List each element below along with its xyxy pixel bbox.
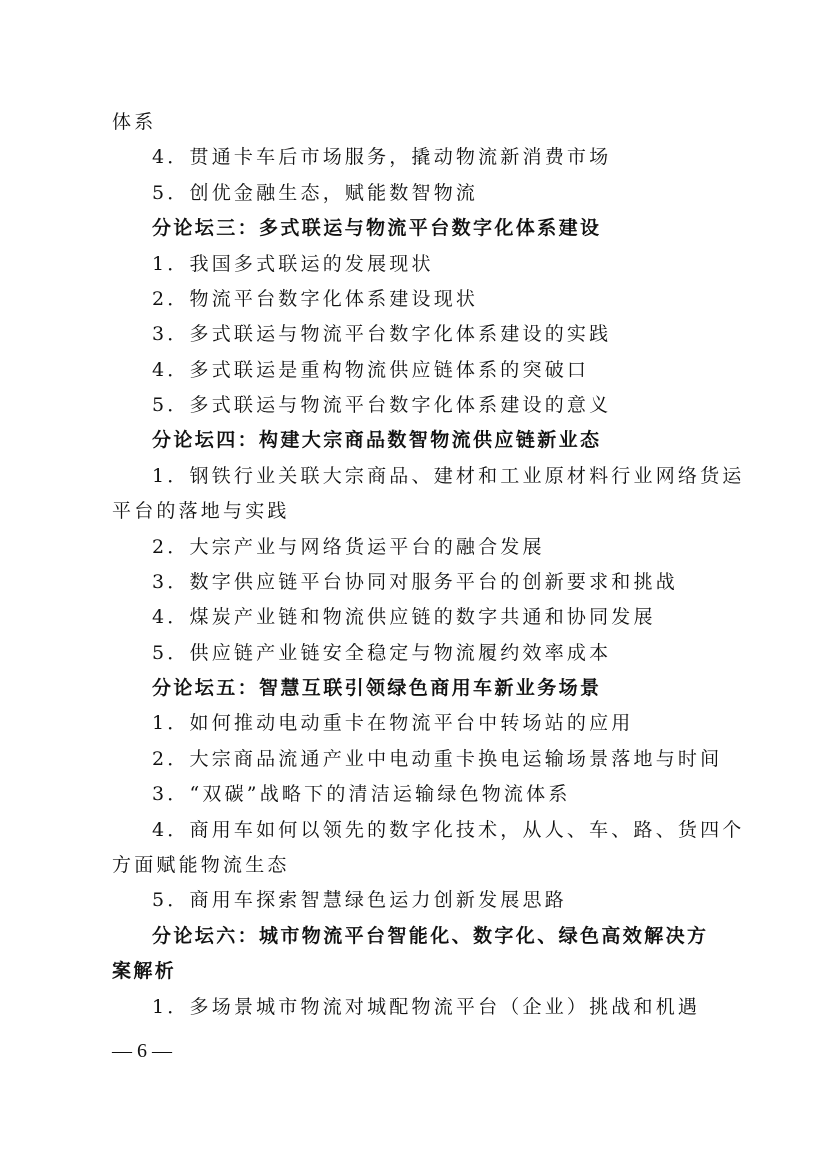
list-item: 1．如何推动电动重卡在物流平台中转场站的应用: [152, 712, 634, 734]
list-item: 3．多式联运与物流平台数字化体系建设的实践: [152, 323, 612, 345]
page-number: — 6 —: [112, 1040, 172, 1062]
list-item: 2．大宗产业与网络货运平台的融合发展: [152, 536, 545, 558]
list-item: 2．大宗商品流通产业中电动重卡换电运输场景落地与时间: [152, 748, 723, 770]
list-item: 4．多式联运是重构物流供应链体系的突破口: [152, 359, 590, 381]
section-heading: 分论坛五：智慧互联引领绿色商用车新业务场景: [152, 677, 602, 699]
section-heading: 分论坛三：多式联运与物流平台数字化体系建设: [152, 217, 602, 239]
list-item: 1．多场景城市物流对城配物流平台（企业）挑战和机遇: [152, 996, 701, 1018]
section-heading-continuation: 案解析: [112, 960, 177, 982]
list-item: 4．贯通卡车后市场服务，撬动物流新消费市场: [152, 146, 612, 168]
list-item: 5．商用车探索智慧绿色运力创新发展思路: [152, 889, 567, 911]
list-item: 3．“双碳”战略下的清洁运输绿色物流体系: [152, 783, 571, 805]
list-item: 4．商用车如何以领先的数字化技术，从人、车、路、货四个: [152, 819, 745, 841]
list-item: 3．数字供应链平台协同对服务平台的创新要求和挑战: [152, 571, 678, 593]
list-item: 5．多式联运与物流平台数字化体系建设的意义: [152, 394, 612, 416]
list-item: 5．供应链产业链安全稳定与物流履约效率成本: [152, 642, 612, 664]
list-item: 1．我国多式联运的发展现状: [152, 253, 434, 275]
list-item-continuation: 方面赋能物流生态: [112, 854, 290, 876]
section-heading: 分论坛六：城市物流平台智能化、数字化、绿色高效解决方: [152, 925, 709, 947]
list-item: 1．钢铁行业关联大宗商品、建材和工业原材料行业网络货运: [152, 465, 745, 487]
continuation-text: 体系: [112, 111, 157, 133]
list-item: 2．物流平台数字化体系建设现状: [152, 288, 479, 310]
list-item: 5．创优金融生态，赋能数智物流: [152, 182, 479, 204]
list-item-continuation: 平台的落地与实践: [112, 500, 290, 522]
list-item: 4．煤炭产业链和物流供应链的数字共通和协同发展: [152, 606, 656, 628]
section-heading: 分论坛四：构建大宗商品数智物流供应链新业态: [152, 429, 602, 451]
